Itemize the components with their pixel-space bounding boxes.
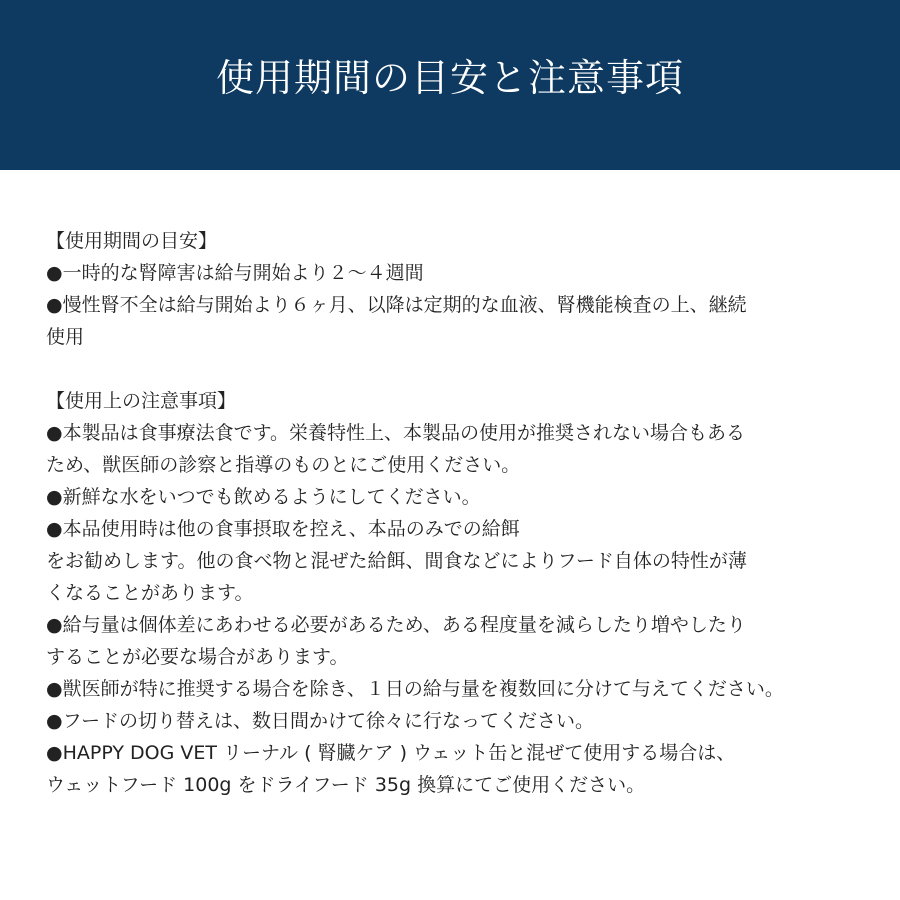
header-banner [0,0,900,170]
content-area [46,225,886,801]
usage-period-line: 使用 [46,326,85,348]
precautions-line: ●HAPPY DOG VET リーナル ( 腎臓ケア ) ウェット缶と混ぜて使用する場合は、 [46,742,736,764]
precautions-line: をお勧めします。他の食べ物と混ぜた給餌、間食などによりフード自体の特性が薄 [46,550,747,572]
precautions-line: ●給与量は個体差にあわせる必要があるため、ある程度量を減らしたり増やしたり [46,614,746,636]
precautions-line: ●本製品は食事療法食です。栄養特性上、本製品の使用が推奨されない場合もある [46,422,746,444]
precautions-line: くなることがあります。 [46,582,254,604]
precautions-section [46,385,886,801]
precautions-line: することが必要な場合があります。 [46,646,349,668]
usage-period-section [46,225,886,353]
usage-period-line: ●慢性腎不全は給与開始より６ヶ月、以降は定期的な血液、腎機能検査の上、継続 [46,294,747,316]
precautions-line: ●本品使用時は他の食事摂取を控え、本品のみでの給餌 [46,518,520,540]
precautions-line: ●獣医師が特に推奨する場合を除き、１日の給与量を複数回に分けて与えてください。 [46,678,784,700]
precautions-line: ウェットフード 100g をドライフード 35g 換算にてご使用ください。 [46,774,646,796]
precautions-heading: 【使用上の注意事項】 [46,390,237,412]
usage-period-heading: 【使用期間の目安】 [46,230,218,252]
precautions-line: ため、獣医師の診察と指導のものとにご使用ください。 [46,454,521,476]
page-title: 使用期間の目安と注意事項 [215,55,684,100]
usage-period-line: ●一時的な腎障害は給与開始より２～４週間 [46,262,424,284]
precautions-line: ●フードの切り替えは、数日間かけて徐々に行なってください。 [46,710,595,732]
precautions-line: ●新鮮な水をいつでも飲めるようにしてください。 [46,486,481,508]
